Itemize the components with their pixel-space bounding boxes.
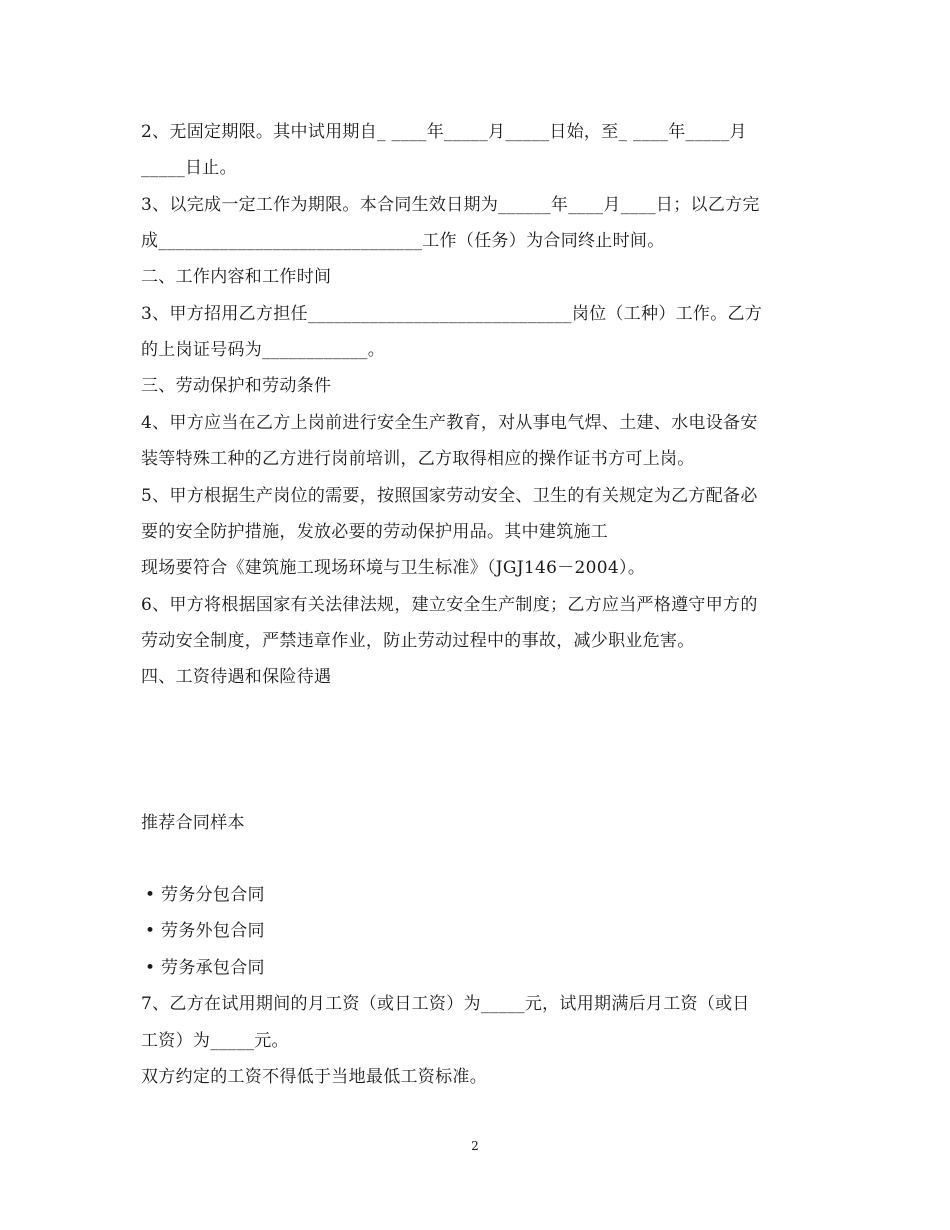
page-number: 2	[471, 1139, 479, 1153]
text-line: 工资）为_____元。	[141, 1031, 289, 1051]
text-line: 现场要符合《建筑施工现场环境与卫生标准》（JGJ146－2004）。	[141, 558, 646, 578]
recommend-title: 推荐合同样本	[141, 813, 245, 833]
text-line: _____日止。	[141, 158, 237, 178]
text-line: 要的安全防护措施，发放必要的劳动保护用品。其中建筑施工	[141, 522, 609, 542]
text-line: 3、甲方招用乙方担任______________________________岗位（工种）工作。乙方	[141, 304, 763, 324]
text-line: 4、甲方应当在乙方上岗前进行安全生产教育，对从事电气焊、土建、水电设备安	[141, 413, 758, 433]
section-heading: 二、工作内容和工作时间	[141, 267, 332, 287]
text-line: 的上岗证号码为____________。	[141, 340, 385, 360]
text-line: 装等特殊工种的乙方进行岗前培训，乙方取得相应的操作证书方可上岗。	[141, 449, 695, 469]
section-heading: 三、劳动保护和劳动条件	[141, 376, 332, 396]
recommend-link[interactable]: • 劳务承包合同	[145, 958, 265, 978]
section-heading: 四、工资待遇和保险待遇	[141, 667, 332, 687]
text-line: 6、甲方将根据国家有关法律法规，建立安全生产制度；乙方应当严格遵守甲方的	[141, 595, 758, 615]
recommend-link[interactable]: • 劳务外包合同	[145, 921, 265, 941]
text-line: 5、甲方根据生产岗位的需要，按照国家劳动安全、卫生的有关规定为乙方配备必	[141, 486, 758, 506]
text-line: 3、以完成一定工作为期限。本合同生效日期为______年____月____日；以乙方完	[141, 195, 760, 215]
text-line: 成______________________________工作（任务）为合同终止时间。	[141, 231, 665, 251]
recommend-link[interactable]: • 劳务分包合同	[145, 885, 265, 905]
text-line: 劳动安全制度，严禁违章作业，防止劳动过程中的事故，减少职业危害。	[141, 631, 695, 651]
text-line: 7、乙方在试用期间的月工资（或日工资）为_____元，试用期满后月工资（或日	[141, 994, 750, 1014]
text-line: 2、无固定期限。其中试用期自_ ____年_____月_____日始，至_ ____年_____月	[141, 122, 747, 142]
text-line: 双方约定的工资不得低于当地最低工资标准。	[141, 1067, 487, 1087]
